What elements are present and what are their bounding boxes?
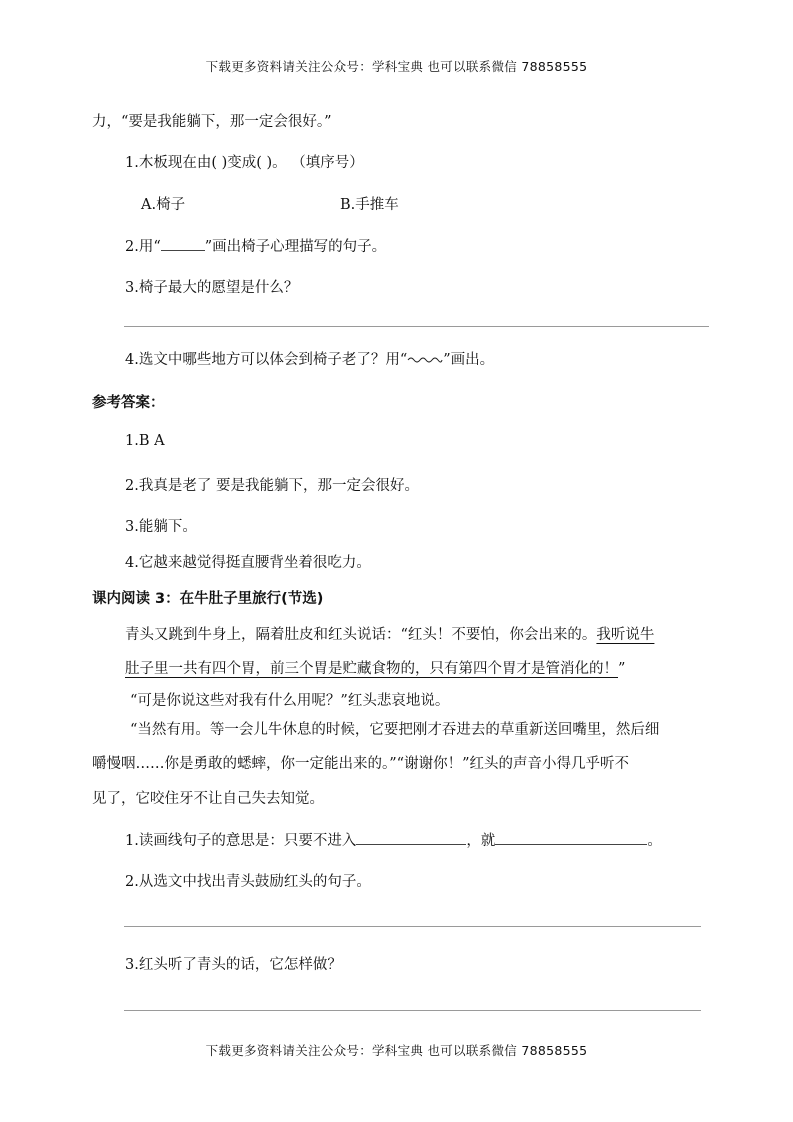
passage-continuation: 力，“要是我能躺下，那一定会很好。” [92, 114, 332, 130]
question-2-prefix: 2.用“ [125, 239, 161, 255]
answer-4: 4.它越来越觉得挺直腰背坐着很吃力。 [125, 555, 371, 571]
fill-blank[interactable] [495, 830, 647, 845]
underlined-sentence: 我听说牛 [596, 627, 655, 643]
underlined-sentence: 肚子里一共有四个胃，前三个胃是贮藏食物的，只有第四个胃才是管消化的！ [125, 661, 618, 677]
question-4-suffix: ”画出。 [443, 352, 495, 368]
answers-title: 参考答案： [92, 395, 165, 411]
question-1: 1.木板现在由( )变成( )。 （填序号） [125, 155, 364, 171]
passage-line: 见了，它咬住牙不让自己失去知觉。 [92, 791, 324, 807]
answer-line[interactable] [124, 1010, 701, 1011]
passage-line: “当然有用。等一会儿牛休息的时候，它要把刚才吞进去的草重新送回嘴里，然后细 [130, 722, 660, 738]
reading-3-title: 课内阅读 3：在牛肚子里旅行(节选) [92, 591, 324, 607]
question-2-suffix: ”画出椅子心理描写的句子。 [204, 239, 387, 255]
underline-symbol [161, 236, 205, 251]
answer-line[interactable] [124, 926, 701, 927]
passage-line: “可是你说这些对我有什么用呢？”红头悲哀地说。 [130, 693, 450, 709]
passage-text: ” [618, 661, 626, 677]
answer-1: 1.B A [125, 433, 165, 449]
answer-3: 3.能躺下。 [125, 519, 197, 535]
question-4-prefix: 4.选文中哪些地方可以体会到椅子老了？用“ [125, 352, 408, 368]
question-2 [125, 235, 386, 256]
reading-question-3: 3.红头听了青头的话，它怎样做？ [125, 957, 342, 973]
question-3: 3.椅子最大的愿望是什么？ [125, 280, 299, 296]
answer-line[interactable] [124, 326, 709, 327]
question-4 [125, 348, 494, 369]
fill-blank[interactable] [356, 830, 466, 845]
passage-text: 青头又跳到牛身上，隔着肚皮和红头说话：“红头！不要怕，你会出来的。 [125, 627, 597, 643]
passage-line [125, 657, 625, 678]
option-a: A.椅子 [141, 197, 186, 213]
page-footer: 下载更多资料请关注公众号：学科宝典 也可以联系微信 78858555 [205, 1043, 588, 1058]
reading-question-1-suffix: 。 [647, 833, 662, 849]
reading-question-2: 2.从选文中找出青头鼓励红头的句子。 [125, 874, 371, 890]
reading-question-1-middle: ，就 [466, 833, 496, 849]
page-header: 下载更多资料请关注公众号：学科宝典 也可以联系微信 78858555 [205, 59, 588, 74]
passage-line: 嚼慢咽……你是勇敢的蟋蟀，你一定能出来的。”“谢谢你！”红头的声音小得几乎听不 [92, 756, 629, 772]
passage-line [125, 623, 654, 644]
option-b: B.手推车 [340, 197, 399, 213]
answer-2: 2.我真是老了 要是我能躺下，那一定会很好。 [125, 478, 419, 494]
wavy-line-icon [407, 355, 443, 365]
reading-question-1-prefix: 1.读画线句子的意思是：只要不进入 [125, 833, 357, 849]
reading-question-1 [125, 829, 662, 850]
